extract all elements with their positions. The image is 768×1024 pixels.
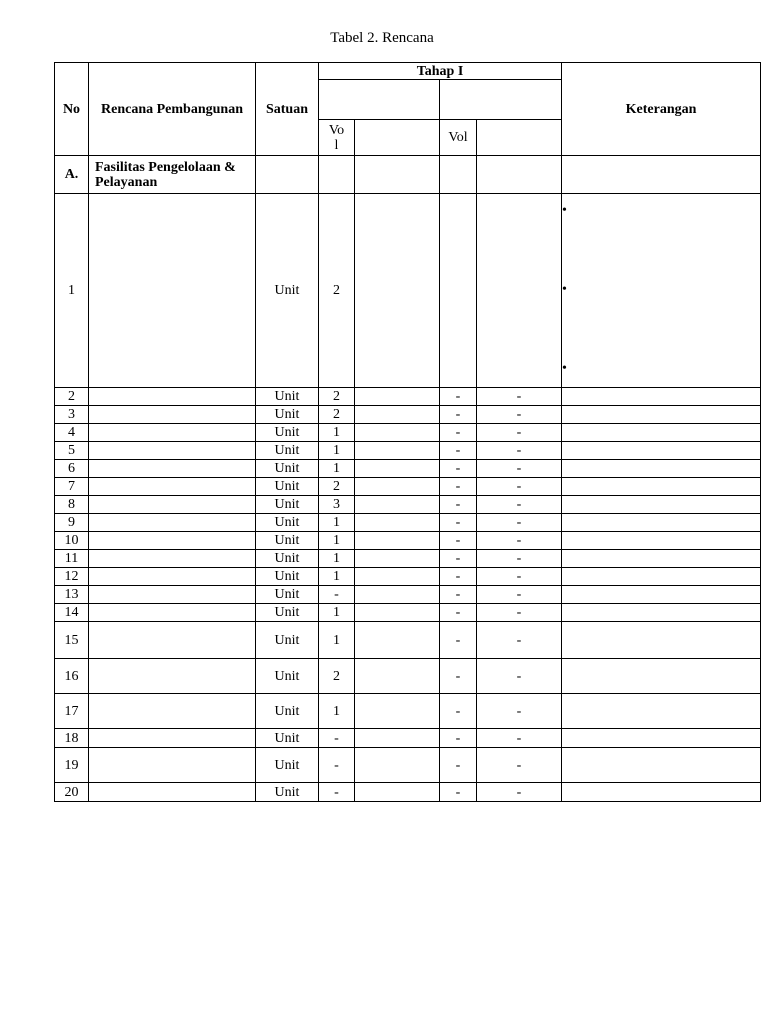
row-satuan: Unit (256, 604, 319, 622)
row-vol: 1 (319, 604, 355, 622)
row-keterangan (562, 388, 761, 406)
row-no: 13 (55, 586, 89, 604)
row-c: - (477, 388, 562, 406)
row-rencana (89, 659, 256, 694)
row-keterangan (562, 604, 761, 622)
row-satuan: Unit (256, 568, 319, 586)
row-blank (355, 496, 440, 514)
table-row (55, 424, 761, 442)
row-rencana (89, 496, 256, 514)
row-c: - (477, 694, 562, 729)
row-vol2: - (440, 783, 477, 802)
row-vol: - (319, 586, 355, 604)
row-satuan: Unit (256, 496, 319, 514)
section-code: A. (55, 156, 89, 194)
row-c: - (477, 442, 562, 460)
row-c: - (477, 622, 562, 659)
row-c: - (477, 783, 562, 802)
row-vol: 1 (319, 568, 355, 586)
row-blank (355, 783, 440, 802)
row-vol: 2 (319, 478, 355, 496)
row-no: 18 (55, 729, 89, 748)
row-no: 7 (55, 478, 89, 496)
table-row (55, 388, 761, 406)
row-keterangan (562, 478, 761, 496)
bullet-marker: • (562, 361, 567, 376)
row-blank (355, 586, 440, 604)
header-vol-a: Vo l (319, 120, 355, 156)
row-vol: 2 (319, 406, 355, 424)
row-blank (355, 460, 440, 478)
row-no: 15 (55, 622, 89, 659)
row-rencana (89, 532, 256, 550)
row-satuan: Unit (256, 424, 319, 442)
row-vol2: - (440, 514, 477, 532)
row-vol2: - (440, 586, 477, 604)
row-rencana (89, 604, 256, 622)
row-satuan: Unit (256, 694, 319, 729)
row-blank (355, 550, 440, 568)
row-no: 14 (55, 604, 89, 622)
header-vol-b: Vol (440, 120, 477, 156)
table-row (55, 604, 761, 622)
row-keterangan (562, 460, 761, 478)
row-no: 8 (55, 496, 89, 514)
row-satuan: Unit (256, 729, 319, 748)
row-satuan: Unit (256, 586, 319, 604)
row-c: - (477, 514, 562, 532)
row-vol2: - (440, 460, 477, 478)
row-vol2: - (440, 442, 477, 460)
bullet-marker: • (562, 282, 567, 297)
header-blank-b (477, 120, 562, 156)
table-row (55, 694, 761, 729)
row-keterangan (562, 442, 761, 460)
row-c: - (477, 568, 562, 586)
row-rencana (89, 478, 256, 496)
row-no: 10 (55, 532, 89, 550)
row-keterangan (562, 586, 761, 604)
row-satuan: Unit (256, 194, 319, 388)
row-satuan: Unit (256, 659, 319, 694)
table-row (55, 568, 761, 586)
row-keterangan (562, 496, 761, 514)
row-rencana (89, 694, 256, 729)
row-satuan: Unit (256, 622, 319, 659)
row-keterangan (562, 406, 761, 424)
row-blank (355, 568, 440, 586)
row-c: - (477, 532, 562, 550)
row-vol2: - (440, 388, 477, 406)
row-c: - (477, 659, 562, 694)
row-satuan: Unit (256, 406, 319, 424)
row-vol2: - (440, 406, 477, 424)
row-blank (355, 514, 440, 532)
row-vol2: - (440, 550, 477, 568)
row-no: 20 (55, 783, 89, 802)
row-vol2: - (440, 659, 477, 694)
header-rencana: Rencana Pembangunan (89, 63, 256, 156)
row-c: - (477, 550, 562, 568)
row-vol2: - (440, 568, 477, 586)
row-satuan: Unit (256, 532, 319, 550)
table-row (55, 406, 761, 424)
row-rencana (89, 586, 256, 604)
header-tahap: Tahap I (319, 63, 562, 80)
row-c: - (477, 496, 562, 514)
table-row (55, 532, 761, 550)
row-rencana (89, 442, 256, 460)
table-row (55, 748, 761, 783)
table-row (55, 442, 761, 460)
row-keterangan (562, 424, 761, 442)
row-no: 17 (55, 694, 89, 729)
row-vol: - (319, 783, 355, 802)
row-rencana (89, 460, 256, 478)
row-keterangan (562, 659, 761, 694)
table-row (55, 659, 761, 694)
row-no: 6 (55, 460, 89, 478)
row-vol: - (319, 729, 355, 748)
row-vol2: - (440, 424, 477, 442)
table-row (55, 496, 761, 514)
row-blank (355, 406, 440, 424)
row-vol: 1 (319, 694, 355, 729)
row-vol: 1 (319, 460, 355, 478)
row-satuan: Unit (256, 748, 319, 783)
row-rencana (89, 424, 256, 442)
row-c: - (477, 729, 562, 748)
row-no: 19 (55, 748, 89, 783)
row-vol: 1 (319, 622, 355, 659)
row-blank (355, 442, 440, 460)
header-subgroup-2 (440, 80, 562, 120)
header-keterangan: Keterangan (562, 63, 761, 156)
row-rencana (89, 729, 256, 748)
table-row (55, 622, 761, 659)
row-vol: 1 (319, 532, 355, 550)
row-rencana (89, 550, 256, 568)
row-satuan: Unit (256, 388, 319, 406)
row-keterangan (562, 622, 761, 659)
row-c: - (477, 604, 562, 622)
table-row (55, 514, 761, 532)
row-blank (355, 424, 440, 442)
row-keterangan (562, 532, 761, 550)
row-blank (355, 532, 440, 550)
row-no: 12 (55, 568, 89, 586)
row-no: 5 (55, 442, 89, 460)
row-keterangan (562, 514, 761, 532)
row-vol: 2 (319, 659, 355, 694)
row-keterangan (562, 550, 761, 568)
row-vol: 1 (319, 514, 355, 532)
row-vol2: - (440, 478, 477, 496)
row-rencana (89, 748, 256, 783)
row-vol2: - (440, 496, 477, 514)
row-c: - (477, 406, 562, 424)
row-no: 1 (55, 194, 89, 388)
row-rencana (89, 622, 256, 659)
row-vol: 1 (319, 550, 355, 568)
row-c: - (477, 586, 562, 604)
row-rencana (89, 406, 256, 424)
row-no: 9 (55, 514, 89, 532)
row-vol2: - (440, 748, 477, 783)
row-vol: 2 (319, 388, 355, 406)
row-c: - (477, 460, 562, 478)
table-caption: Tabel 2. Rencana (330, 30, 434, 46)
row-rencana (89, 514, 256, 532)
row-vol2: - (440, 604, 477, 622)
row-no: 16 (55, 659, 89, 694)
row-c: - (477, 478, 562, 496)
row-satuan: Unit (256, 478, 319, 496)
row-vol2: - (440, 729, 477, 748)
row-satuan: Unit (256, 550, 319, 568)
row-vol: 2 (319, 194, 355, 388)
row-blank (355, 604, 440, 622)
row-vol2: - (440, 622, 477, 659)
row-no: 3 (55, 406, 89, 424)
row-blank (355, 622, 440, 659)
row-blank (355, 748, 440, 783)
row-rencana (89, 783, 256, 802)
row-satuan: Unit (256, 783, 319, 802)
row-no: 2 (55, 388, 89, 406)
header-blank-a (355, 120, 440, 156)
table-row (55, 550, 761, 568)
row-vol: 1 (319, 424, 355, 442)
row-rencana (89, 568, 256, 586)
row-blank (355, 388, 440, 406)
row-keterangan (562, 783, 761, 802)
row-keterangan (562, 194, 761, 388)
header-subgroup-1 (319, 80, 440, 120)
section-row (55, 156, 761, 194)
table-row (55, 194, 761, 388)
header-no: No (55, 63, 89, 156)
table-row (55, 460, 761, 478)
row-satuan: Unit (256, 514, 319, 532)
row-vol2: - (440, 694, 477, 729)
row-blank (355, 659, 440, 694)
plan-table (54, 62, 761, 802)
table-row (55, 478, 761, 496)
table-row (55, 586, 761, 604)
row-vol: 3 (319, 496, 355, 514)
row-blank (355, 478, 440, 496)
row-c: - (477, 748, 562, 783)
table-row (55, 783, 761, 802)
table-row (55, 729, 761, 748)
row-keterangan (562, 748, 761, 783)
row-satuan: Unit (256, 460, 319, 478)
section-name: Fasilitas Pengelolaan & Pelayanan (89, 156, 256, 194)
row-keterangan (562, 568, 761, 586)
row-c: - (477, 424, 562, 442)
row-vol: - (319, 748, 355, 783)
bullet-marker: • (562, 203, 567, 218)
row-vol: 1 (319, 442, 355, 460)
row-no: 4 (55, 424, 89, 442)
row-rencana (89, 388, 256, 406)
row-blank (355, 694, 440, 729)
row-vol2: - (440, 532, 477, 550)
row-keterangan (562, 729, 761, 748)
header-satuan: Satuan (256, 63, 319, 156)
row-satuan: Unit (256, 442, 319, 460)
row-blank (355, 729, 440, 748)
row-no: 11 (55, 550, 89, 568)
row-keterangan (562, 694, 761, 729)
